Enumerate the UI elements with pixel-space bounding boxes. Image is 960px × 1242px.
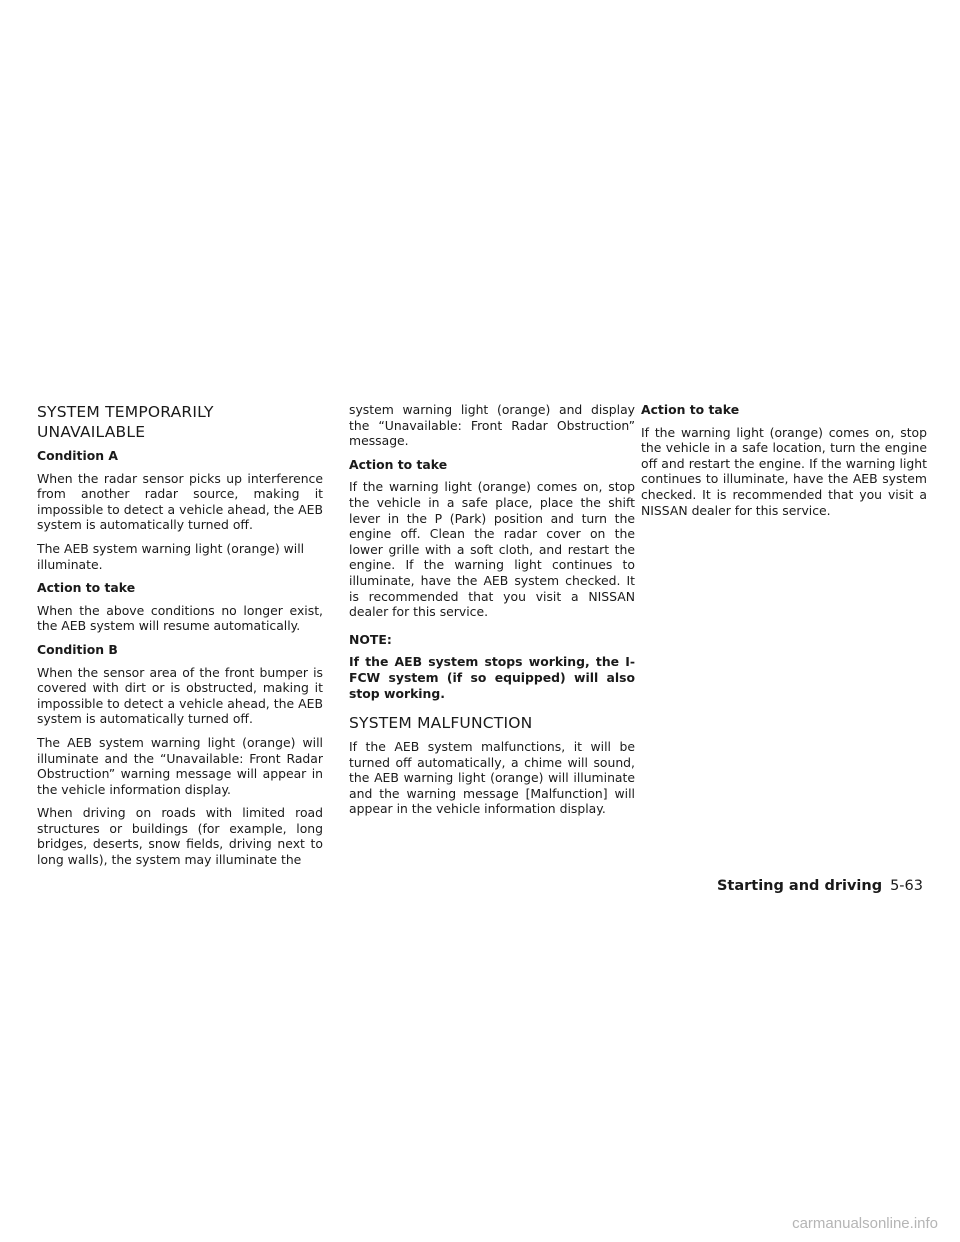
heading-system-malfunction: SYSTEM MALFUNCTION — [349, 714, 533, 733]
action-to-take-b-label: Action to take — [349, 456, 448, 472]
action-to-take-a-label: Action to take — [37, 580, 136, 596]
column-1 — [37, 402, 323, 876]
watermark: carmanualsonline.info — [792, 1215, 938, 1232]
limited-roads-text-part-2: system warning light (orange) and display the “Unavailable: Front Radar Obstruction” message. — [349, 402, 635, 449]
condition-a-text: When the radar sensor picks up interference from another radar source, making it impossible to detect a vehicle ahead, the AEB system is automatically turned off. — [37, 470, 323, 533]
action-to-take-a-text: When the above conditions no longer exist, the AEB system will resume automatically. — [37, 602, 323, 634]
limited-roads-text-part-1: When driving on roads with limited road structures or buildings (for example, long bridges, deserts, snow fields, driving next to long walls), the system may illuminate the — [37, 805, 323, 868]
action-to-take-c-text: If the warning light (orange) comes on, stop the vehicle in a safe location, turn the engine off and restart the engine. If the warning light continues to illuminate, have the AEB system checked. It is recommended that you visit a NISSAN dealer for this service. — [641, 424, 927, 518]
action-to-take-b-text: If the warning light (orange) comes on, stop the vehicle in a safe place, place the shift lever in the P (Park) position and turn the engine off. Clean the radar cover on the lower grille with a soft cloth, and restart the engine. If the warning light continues to illuminate, have the AEB system checked. It is recommended that you visit a NISSAN dealer for this service. — [349, 479, 635, 620]
condition-b-text: When the sensor area of the front bumper is covered with dirt or is obstructed, making it impossible to detect a vehicle ahead, the AEB system is automatically turned off. — [37, 664, 323, 727]
condition-a-light-text: The AEB system warning light (orange) will illuminate. — [37, 540, 305, 572]
condition-a-label: Condition A — [37, 448, 118, 463]
page-footer — [717, 877, 923, 895]
condition-b-light-text: The AEB system warning light (orange) will illuminate and the “Unavailable: Front Radar Obstruction” warning message will appear in the vehicle information display. — [37, 734, 323, 797]
column-3 — [641, 402, 927, 526]
heading-system-temporarily-unavailable: SYSTEM TEMPORARILY UNAVAILABLE — [37, 403, 214, 441]
note-text: If the AEB system stops working, the I-FCW system (if so equipped) will also stop working. — [349, 654, 635, 701]
condition-b-label: Condition B — [37, 641, 118, 657]
action-to-take-c-label: Action to take — [641, 402, 740, 417]
footer-page-number: 5-63 — [890, 878, 923, 894]
note-label: NOTE: — [349, 631, 392, 647]
footer-section-name: Starting and driving — [716, 878, 883, 894]
column-2 — [349, 402, 635, 825]
malfunction-text: If the AEB system malfunctions, it will be turned off automatically, a chime will sound, the AEB warning light (orange) will illuminate and the warning message [Malfunction] will appear in the vehicle information display. — [349, 739, 635, 817]
